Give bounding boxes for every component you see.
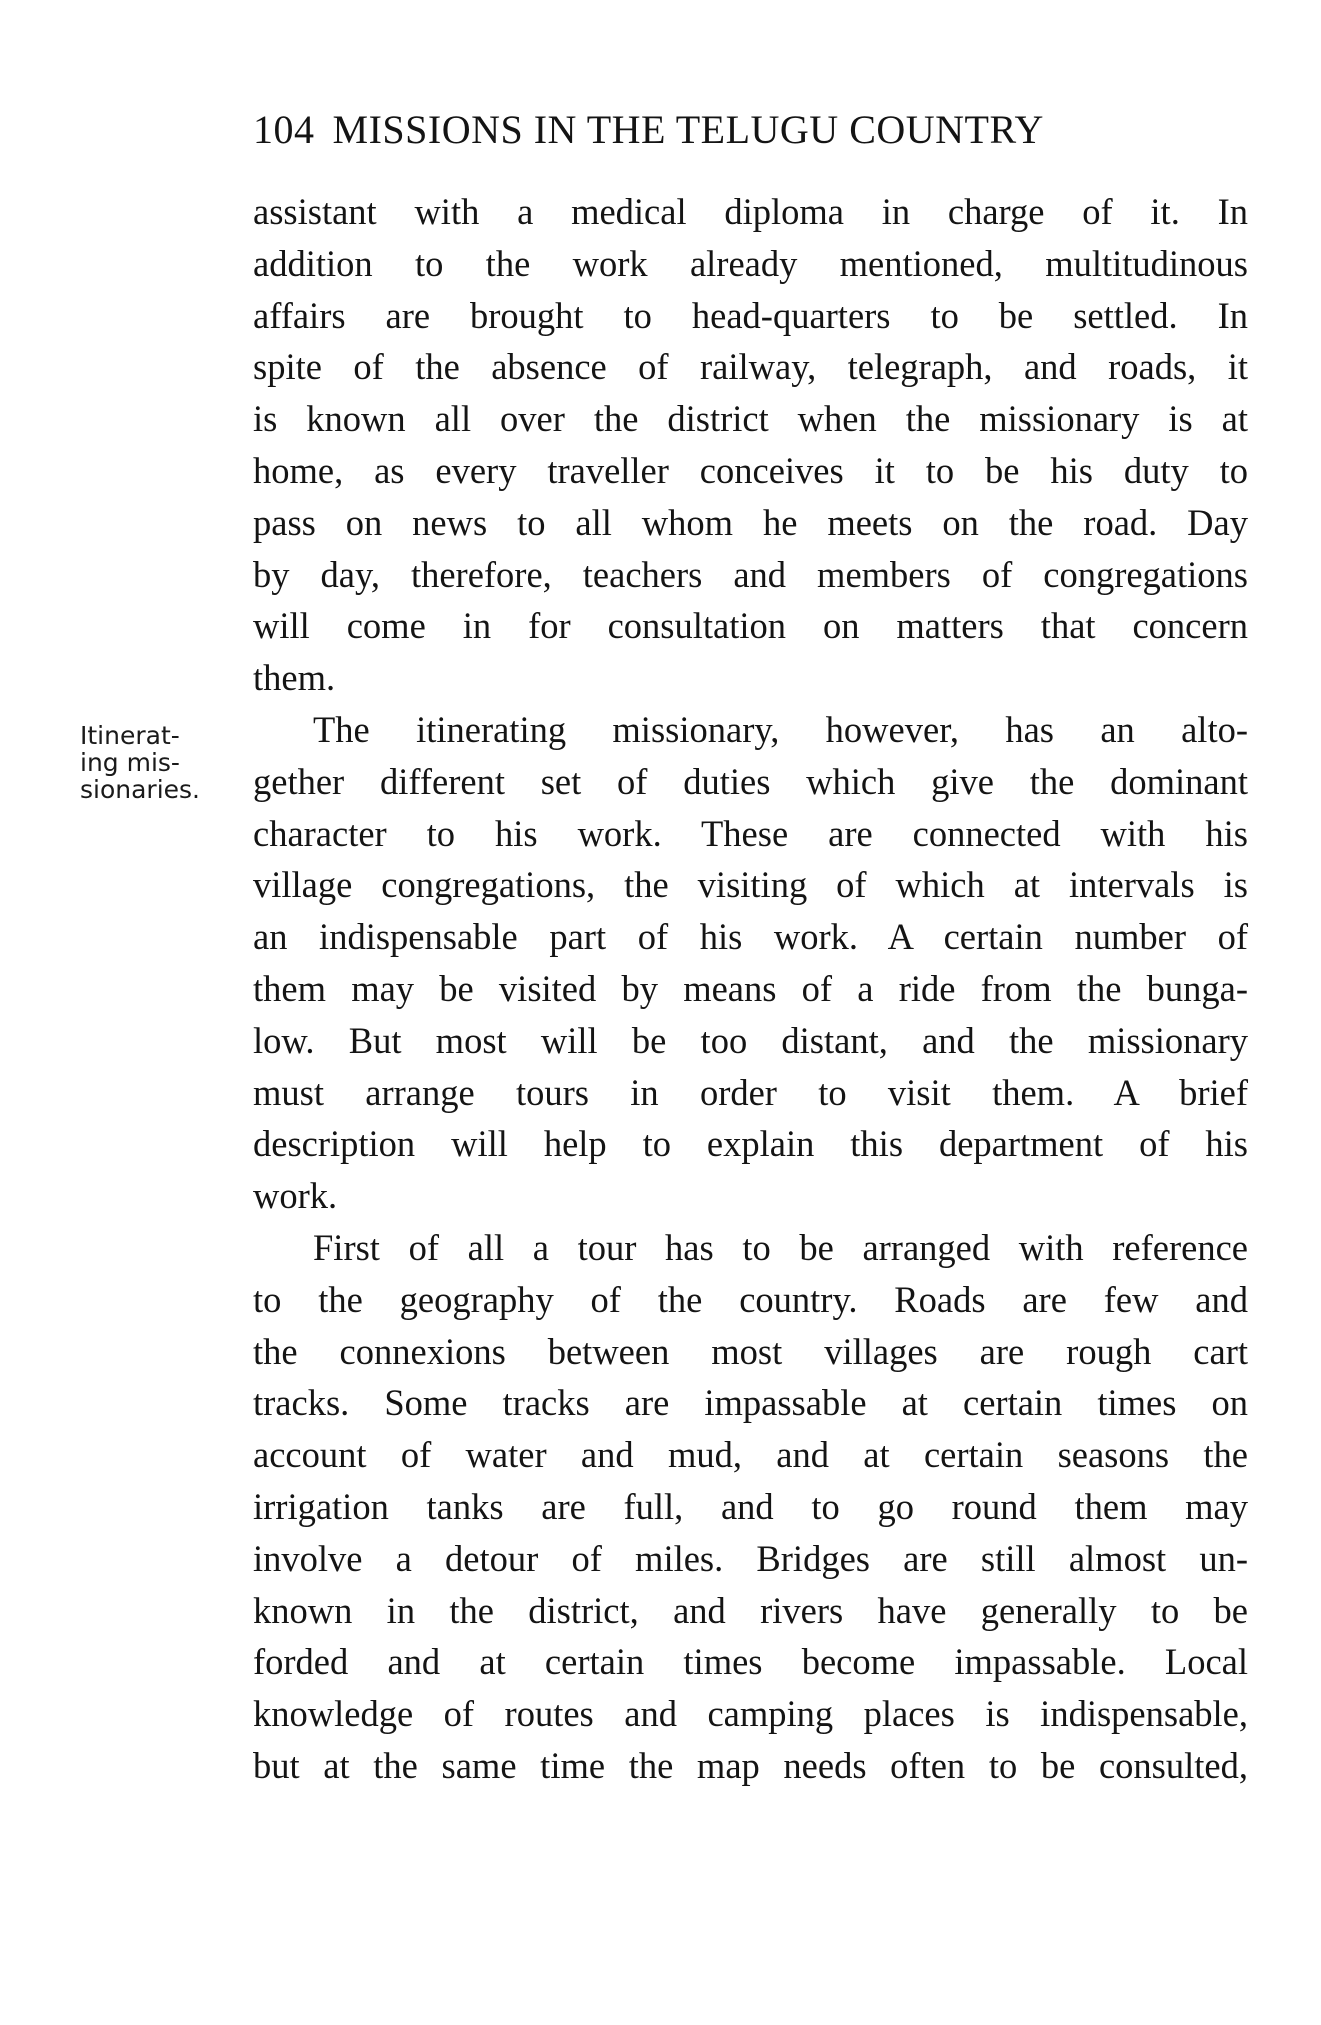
text-line: work.: [253, 1175, 338, 1217]
text-line: village congregations, the visiting of which at intervals is: [253, 864, 1248, 906]
text-line: forded and at certain times become impassable. Local: [253, 1641, 1248, 1683]
running-title: MISSIONS IN THE TELUGU COUNTRY: [332, 107, 1044, 152]
text-line: to the geography of the country. Roads are few and: [253, 1278, 1248, 1320]
text-line: involve a detour of miles. Bridges are still almost un-: [253, 1537, 1248, 1579]
text-line: spite of the absence of railway, telegraph, and roads, it: [253, 346, 1248, 388]
paragraph-1: [253, 186, 1248, 704]
text-line: them.: [253, 657, 336, 699]
page-number: 104: [253, 107, 315, 152]
text-line: knowledge of routes and camping places is indispensable,: [253, 1693, 1248, 1735]
text-line: known in the district, and rivers have generally to be: [253, 1589, 1248, 1631]
text-line: the connexions between most villages are rough cart: [253, 1330, 1248, 1372]
text-line: will come in for consultation on matters that concern: [253, 605, 1248, 647]
margin-note-line: ing mis-: [80, 748, 180, 777]
text-line: them may be visited by means of a ride from the bunga-: [253, 967, 1248, 1009]
text-line: gether different set of duties which give the dominant: [253, 760, 1248, 802]
text-line: description will help to explain this department of his: [253, 1123, 1248, 1165]
text-line: The itinerating missionary, however, has an alto-: [313, 708, 1248, 750]
text-line: account of water and mud, and at certain seasons the: [253, 1434, 1248, 1476]
text-line: assistant with a medical diploma in charge of it. In: [253, 191, 1248, 232]
text-line: an indispensable part of his work. A certain number of: [253, 916, 1248, 958]
body-text: [253, 186, 1248, 1792]
paragraph-3: [253, 1222, 1248, 1792]
text-line: but at the same time the map needs often to be consulted,: [253, 1744, 1248, 1786]
text-line: home, as every traveller conceives it to be his duty to: [253, 449, 1248, 491]
paragraph-2: [253, 704, 1248, 1222]
margin-note-line: Itinerat-: [80, 721, 180, 750]
text-line: pass on news to all whom he meets on the road. Day: [253, 501, 1248, 543]
text-line: addition to the work already mentioned, multitudinous: [253, 242, 1248, 284]
margin-note-line: sionaries.: [80, 775, 201, 804]
text-line: tracks. Some tracks are impassable at certain times on: [253, 1382, 1248, 1424]
text-line: must arrange tours in order to visit them. A brief: [253, 1071, 1248, 1113]
margin-note: [80, 722, 240, 803]
text-line: irrigation tanks are full, and to go round them may: [253, 1485, 1248, 1527]
running-head: [253, 104, 1153, 156]
text-line: affairs are brought to head-quarters to be settled. In: [253, 294, 1248, 336]
text-line: character to his work. These are connected with his: [253, 812, 1248, 854]
text-line: is known all over the district when the missionary is at: [253, 398, 1248, 440]
text-line: low. But most will be too distant, and the missionary: [253, 1019, 1248, 1061]
text-line: First of all a tour has to be arranged with reference: [313, 1226, 1248, 1268]
text-line: by day, therefore, teachers and members of congregations: [253, 553, 1248, 595]
